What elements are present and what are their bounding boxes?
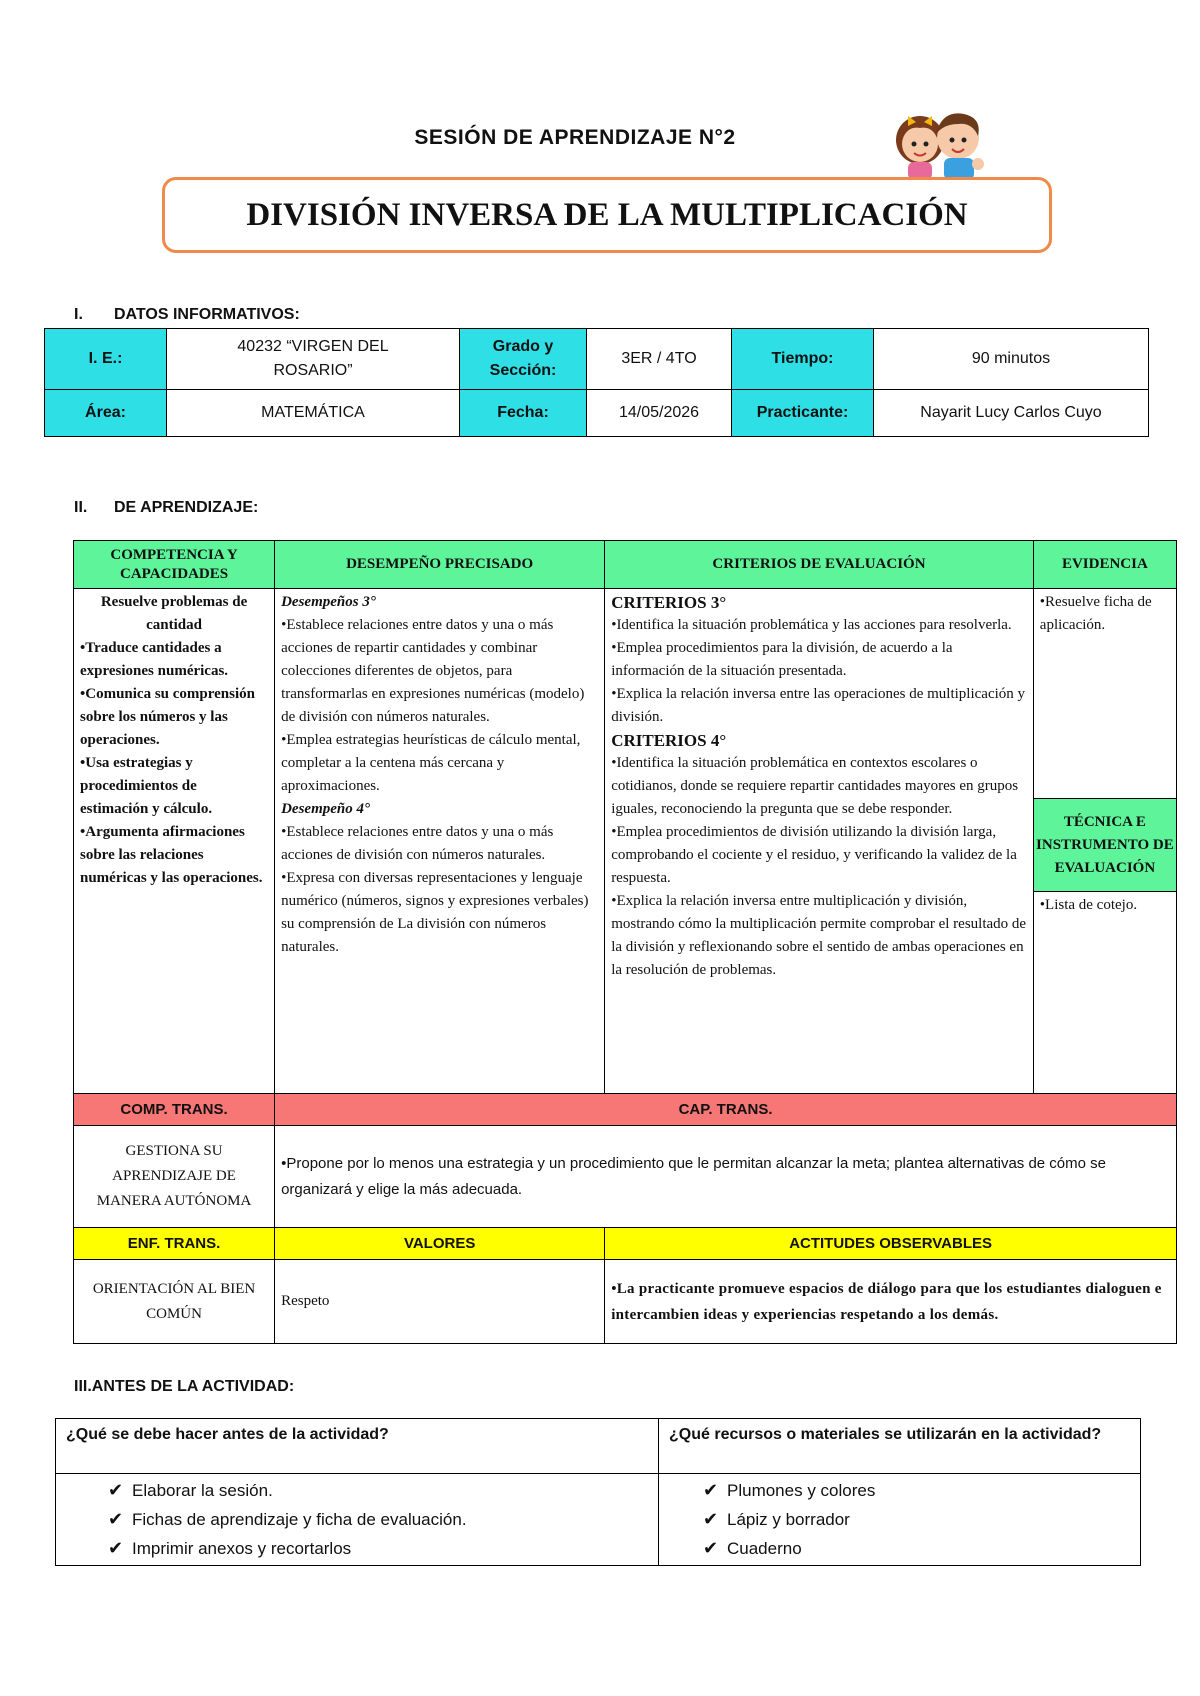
criterio-item: •Identifica la situación problemática y las acciones para resolverla. <box>611 617 1012 633</box>
datos-informativos-table <box>44 328 1149 437</box>
antes-left-list <box>56 1474 659 1566</box>
check-icon: ✔ <box>703 1509 719 1529</box>
valor-value: Respeto <box>275 1260 605 1344</box>
tecnica-header: TÉCNICA E INSTRUMENTO DE EVALUACIÓN <box>1033 799 1176 892</box>
antes-right-header: ¿Qué recursos o materiales se utilizarán en la actividad? <box>659 1419 1141 1474</box>
list-item: ✔ Elaborar la sesión. <box>108 1476 652 1505</box>
actitudes-header: ACTITUDES OBSERVABLES <box>605 1228 1177 1260</box>
check-icon: ✔ <box>703 1538 719 1558</box>
children-illustration-icon <box>878 100 998 180</box>
criterios-3-title: CRITERIOS 3° <box>611 593 727 612</box>
check-icon: ✔ <box>703 1480 719 1500</box>
antes-actividad-table <box>55 1418 1141 1566</box>
grado-label: Grado y Sección: <box>460 329 587 390</box>
desempeno-item: •Expresa con diversas representaciones y lenguaje numérico (números, signos y expresiones verbales) su comprensión de La división con números naturales. <box>281 870 589 955</box>
actitud-value: •La practicante promueve espacios de diálogo para que los estudiantes dialoguen e intercambien ideas y experiencias respetando a los demás. <box>605 1260 1177 1344</box>
criterios-cell <box>605 589 1034 1094</box>
practicante-value: Nayarit Lucy Carlos Cuyo <box>874 390 1149 437</box>
section-title: DE APRENDIZAJE: <box>114 499 259 516</box>
competencia-title: Resuelve problemas de cantidad <box>100 594 248 633</box>
col-criterios-header: CRITERIOS DE EVALUACIÓN <box>605 541 1034 589</box>
fecha-value: 14/05/2026 <box>587 390 732 437</box>
cap-trans-value: •Propone por lo menos una estrategia y un procedimiento que le permitan alcanzar la meta; plantea alternativas de cómo se organizará y elige la más adecuada. <box>275 1126 1177 1228</box>
list-item: ✔ Fichas de aprendizaje y ficha de evaluación. <box>108 1505 652 1534</box>
grado-value: 3ER / 4TO <box>587 329 732 390</box>
aprendizaje-table <box>73 540 1177 1344</box>
antes-left-header: ¿Qué se debe hacer antes de la actividad? <box>56 1419 659 1474</box>
document-title: SESIÓN DE APRENDIZAJE N°2 <box>414 126 736 149</box>
enf-trans-value: ORIENTACIÓN AL BIEN COMÚN <box>74 1260 275 1344</box>
capacidad-item: •Argumenta afirmaciones sobre las relaciones numéricas y las operaciones. <box>80 824 263 886</box>
desempeno-item: •Establece relaciones entre datos y una o más acciones de división con números naturales. <box>281 824 554 863</box>
col-competencia-header: COMPETENCIA Y CAPACIDADES <box>74 541 275 589</box>
criterio-item: •Explica la relación inversa entre las operaciones de multiplicación y división. <box>611 686 1026 725</box>
criterios-4-title: CRITERIOS 4° <box>611 731 727 750</box>
section-number: II. <box>74 499 88 516</box>
enf-trans-header: ENF. TRANS. <box>74 1228 275 1260</box>
capacidad-item: •Traduce cantidades a expresiones numéricas. <box>80 640 229 679</box>
desempeno-item: •Emplea estrategias heurísticas de cálculo mental, completar a la centena más cercana y aproximaciones. <box>281 732 581 794</box>
practicante-label: Practicante: <box>732 390 874 437</box>
criterio-item: •Identifica la situación problemática en contextos escolares o cotidianos, donde se requiere repartir cantidades mayores en grupos iguales, reconociendo la pregunta que se debe responder. <box>611 755 1019 817</box>
comp-trans-header: COMP. TRANS. <box>74 1094 275 1126</box>
criterio-item: •Explica la relación inversa entre multiplicación y división, mostrando cómo la multiplicación permite comprobar el resultado de la división y reflexionando sobre el sentido de ambas operaciones en la resolución de problemas. <box>611 893 1027 978</box>
desempeno-item: •Establece relaciones entre datos y una o más acciones de repartir cantidades y combinar colecciones diferentes de objetos, para transformarlas en expresiones numéricas (modelo) de división con números naturales. <box>281 617 585 725</box>
cap-trans-header: CAP. TRANS. <box>275 1094 1177 1126</box>
evidencia-cell <box>1033 589 1176 799</box>
capacidad-item: •Comunica su comprensión sobre los números y las operaciones. <box>80 686 255 748</box>
tecnica-cell <box>1033 892 1176 1094</box>
main-title: DIVISIÓN INVERSA DE LA MULTIPLICACIÓN <box>246 196 968 233</box>
antes-right-list <box>659 1474 1141 1566</box>
section-heading-datos <box>74 306 300 324</box>
section-number: I. <box>74 306 83 323</box>
list-item: ✔ Cuaderno <box>703 1534 1134 1563</box>
list-item: ✔ Imprimir anexos y recortarlos <box>108 1534 652 1563</box>
desempeno-cell <box>275 589 605 1094</box>
list-item: ✔ Lápiz y borrador <box>703 1505 1134 1534</box>
desempeno-3-title: Desempeños 3° <box>281 594 376 610</box>
comp-trans-value: GESTIONA SU APRENDIZAJE DE MANERA AUTÓNOMA <box>74 1126 275 1228</box>
ie-label: I. E.: <box>45 329 167 390</box>
check-icon: ✔ <box>108 1509 124 1529</box>
area-label: Área: <box>45 390 167 437</box>
criterio-item: •Emplea procedimientos de división utilizando la división larga, comprobando el cociente y el residuo, y verificando la validez de la respuesta. <box>611 824 1017 886</box>
section-heading-aprendizaje <box>74 499 258 517</box>
evidencia-text: •Resuelve ficha de aplicación. <box>1039 594 1152 633</box>
section-title: DATOS INFORMATIVOS: <box>114 306 300 323</box>
area-value: MATEMÁTICA <box>167 390 460 437</box>
valores-header: VALORES <box>275 1228 605 1260</box>
col-desempeno-header: DESEMPEÑO PRECISADO <box>275 541 605 589</box>
col-evidencia-header: EVIDENCIA <box>1033 541 1176 589</box>
check-icon: ✔ <box>108 1538 124 1558</box>
tecnica-text: •Lista de cotejo. <box>1039 897 1138 913</box>
list-item: ✔ Plumones y colores <box>703 1476 1134 1505</box>
tiempo-label: Tiempo: <box>732 329 874 390</box>
fecha-label: Fecha: <box>460 390 587 437</box>
section-heading-antes: III.ANTES DE LA ACTIVIDAD: <box>74 1378 295 1395</box>
check-icon: ✔ <box>108 1480 124 1500</box>
criterio-item: •Emplea procedimientos para la división, de acuerdo a la información de la situación presentada. <box>611 640 953 679</box>
ie-value: 40232 “VIRGEN DEL ROSARIO” <box>167 329 460 390</box>
tiempo-value: 90 minutos <box>874 329 1149 390</box>
desempeno-4-title: Desempeño 4° <box>281 801 370 817</box>
capacidad-item: •Usa estrategias y procedimientos de estimación y cálculo. <box>80 755 213 817</box>
main-title-box <box>162 177 1052 253</box>
competencia-cell <box>74 589 275 1094</box>
